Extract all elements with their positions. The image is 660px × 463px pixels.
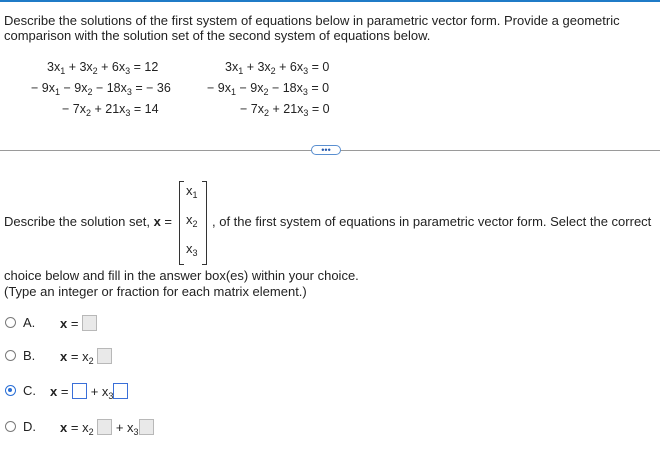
option-b-letter: B. [23, 348, 36, 363]
option-a-expression: x = [60, 315, 97, 331]
option-c-answer-box-1[interactable] [72, 383, 87, 399]
option-d-answer-box-1[interactable] [97, 419, 112, 435]
option-c-answer-box-2[interactable] [113, 383, 128, 399]
system-1-equation-1: $3x_1 + 3x_2 + 6x_3 = 12$ [47, 60, 159, 76]
system-1-equation-3: − $7x_2 + 21x_3 = 14$ [62, 102, 159, 118]
vector-entry-1: $x_1$ [186, 183, 198, 200]
option-c-letter: C. [23, 383, 36, 398]
prompt-line-2: comparison with the solution set of the second system of equations below. [4, 28, 431, 43]
option-c-expression: x = + $x_3$ [50, 383, 128, 401]
option-d-expression: $x = x_2 + x_3$ [60, 419, 154, 437]
system-2-equation-2: − $9x_1 - 9x_2 - 18x_3 = 0$ [207, 81, 330, 97]
vector-right-bracket [202, 181, 207, 265]
option-b-radio[interactable] [5, 350, 16, 361]
vector-left-bracket [179, 181, 184, 265]
system-2-equation-3: − $7x_2 + 21x_3 = 0$ [240, 102, 330, 118]
option-d-letter: D. [23, 419, 36, 434]
question-line-1-prefix: Describe the solution set, x = [4, 214, 173, 229]
option-b-expression: $x = x_2$ [60, 348, 112, 366]
option-d-radio[interactable] [5, 421, 16, 432]
vector-entry-2: $x_2$ [186, 212, 198, 229]
option-c-radio[interactable] [5, 385, 16, 396]
vector-entry-3: $x_3$ [186, 241, 198, 258]
option-a-radio[interactable] [5, 317, 16, 328]
option-d-answer-box-2[interactable] [139, 419, 154, 435]
question-line-2: choice below and fill in the answer box(es) within your choice. [4, 268, 359, 283]
question-hint: (Type an integer or fraction for each matrix element.) [4, 284, 307, 299]
system-1-equation-2: − $9x_1 - 9x_2 - 18x_3$ = − 36 [31, 81, 171, 97]
problem-prompt [4, 13, 620, 43]
question-line-1-suffix: , of the first system of equations in parametric vector form. Select the correct [212, 214, 652, 229]
option-b-answer-box[interactable] [97, 348, 112, 364]
option-a-answer-box[interactable] [82, 315, 97, 331]
system-2-equation-1: $3x_1 + 3x_2 + 6x_3 = 0$ [225, 60, 330, 76]
top-accent-bar [0, 0, 660, 2]
expand-more-button[interactable]: ••• [311, 145, 341, 155]
option-a-letter: A. [23, 315, 36, 330]
prompt-line-1: Describe the solutions of the first system of equations below in parametric vector form. Provide a geometric [4, 13, 620, 28]
